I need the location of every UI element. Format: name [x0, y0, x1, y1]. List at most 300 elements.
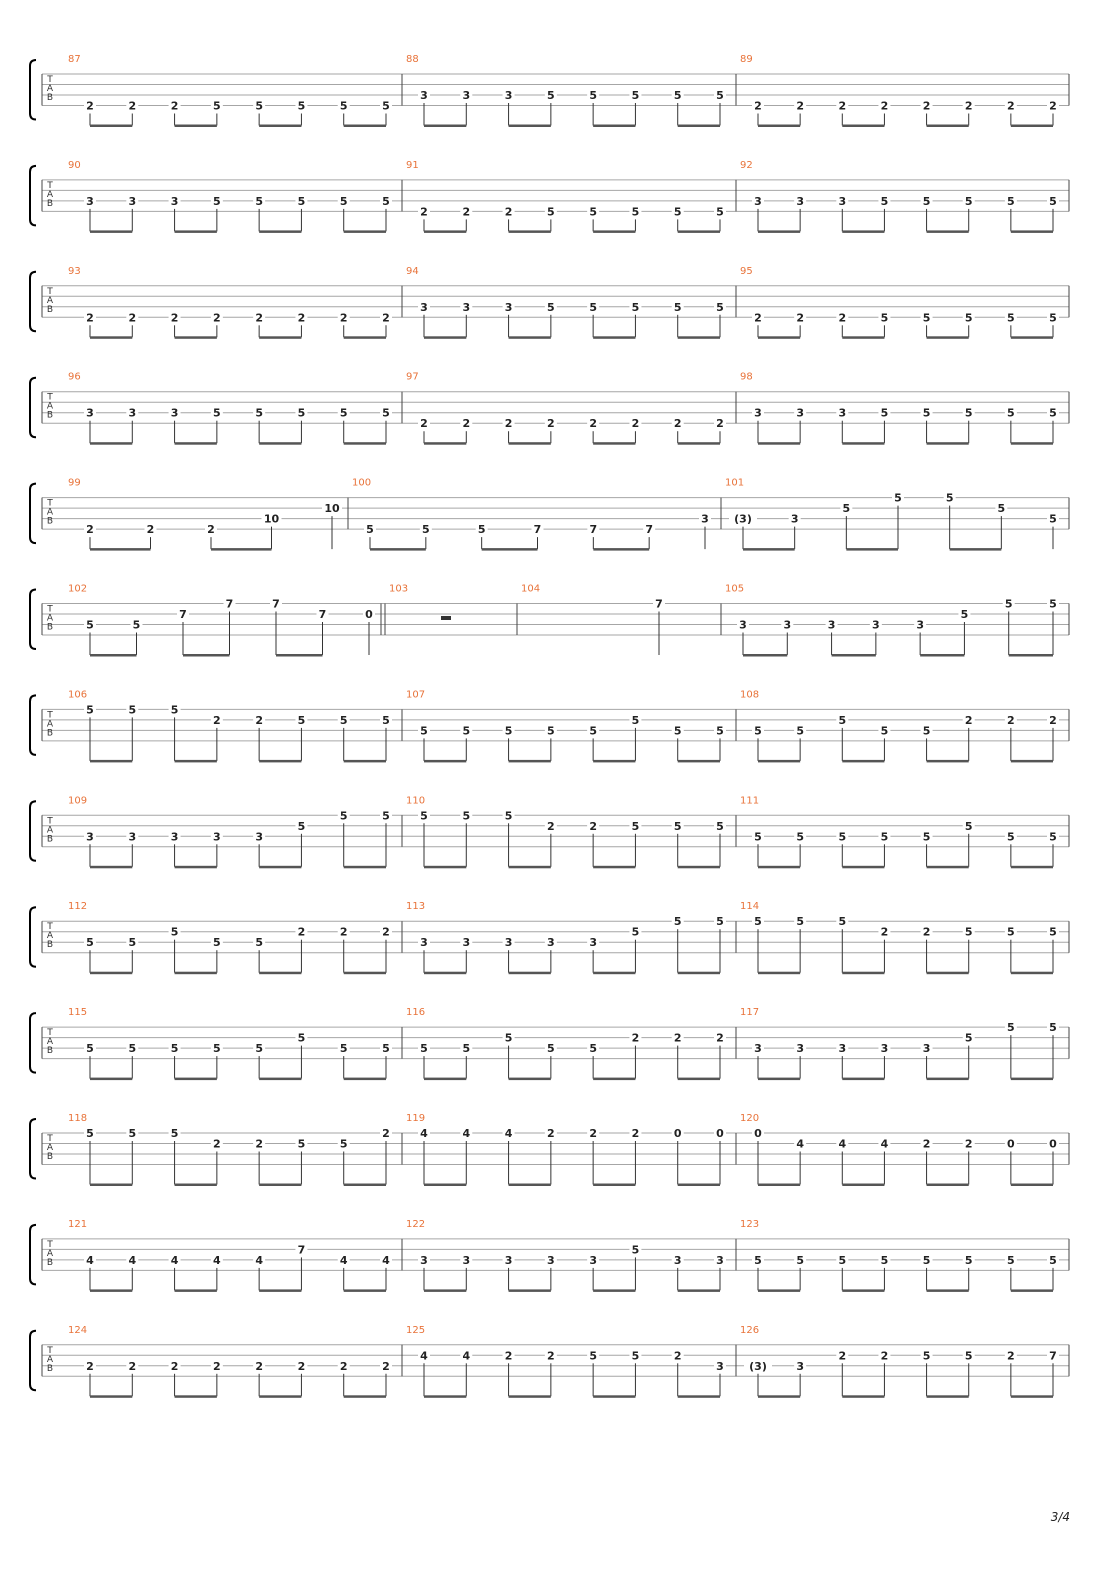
fret-number: 2 — [170, 99, 179, 113]
fret-number: 3 — [128, 830, 137, 844]
tab-clef-letter: A — [46, 719, 54, 730]
tab-clef-letter: A — [46, 295, 54, 306]
measure-number: 114 — [740, 901, 760, 913]
beam — [259, 336, 301, 339]
beam — [175, 972, 217, 975]
tab-clef-letter: A — [46, 1037, 54, 1048]
fret-number: 2 — [796, 99, 804, 113]
fret-number: 5 — [631, 713, 640, 727]
measure-number: 123 — [740, 1218, 760, 1230]
beam — [593, 760, 635, 763]
fret-number: 2 — [86, 99, 94, 113]
fret-number: 2 — [880, 925, 889, 939]
fret-number: 3 — [128, 406, 137, 420]
fret-number: 5 — [589, 300, 597, 314]
fret-number: 3 — [922, 1042, 931, 1056]
fret-number: 2 — [754, 311, 762, 325]
fret-number: (3) — [734, 512, 752, 526]
beam — [424, 866, 466, 869]
system-bracket — [30, 1225, 36, 1285]
fret-number: 2 — [462, 417, 471, 431]
beam — [927, 1184, 969, 1187]
fret-number: 3 — [462, 936, 471, 950]
fret-number: 7 — [1049, 1349, 1057, 1363]
beam — [175, 336, 217, 339]
fret-number: 7 — [533, 523, 542, 537]
fret-number: 5 — [462, 1042, 471, 1056]
beam — [927, 866, 969, 869]
fret-number: 5 — [297, 99, 306, 113]
fret-number: 5 — [589, 1042, 597, 1056]
fret-number: 7 — [272, 597, 280, 611]
fret-number: 5 — [339, 713, 348, 727]
tab-clef-letter: T — [47, 1134, 53, 1144]
beam — [678, 125, 720, 128]
beam — [424, 1078, 466, 1081]
beam — [259, 972, 301, 975]
measure-number: 101 — [725, 477, 745, 489]
fret-number: 5 — [754, 1253, 762, 1267]
beam — [424, 1184, 466, 1187]
beam — [758, 1078, 800, 1081]
fret-number: 5 — [673, 205, 682, 219]
fret-number: 5 — [213, 194, 221, 208]
fret-number: 2 — [838, 311, 847, 325]
fret-number: 5 — [297, 406, 306, 420]
beam — [927, 1289, 969, 1292]
tab-clef-letter: B — [46, 728, 54, 739]
system-bracket — [30, 801, 36, 861]
fret-number: 3 — [796, 406, 804, 420]
fret-number: 5 — [589, 205, 597, 219]
beam — [424, 1289, 466, 1292]
beam — [593, 442, 635, 445]
tab-clef-letter: B — [46, 198, 54, 209]
fret-number: 5 — [1007, 1253, 1015, 1267]
measure-number: 88 — [406, 54, 419, 65]
fret-number: 5 — [420, 809, 428, 823]
tab-clef-letter: B — [46, 622, 54, 633]
beam — [175, 442, 217, 445]
beam — [259, 125, 301, 128]
fret-number: 5 — [964, 1253, 973, 1267]
fret-number: 5 — [170, 1042, 179, 1056]
fret-number: 2 — [547, 819, 555, 833]
measure-number: 111 — [740, 795, 760, 807]
fret-number: 5 — [170, 703, 179, 717]
fret-number: 3 — [504, 1253, 513, 1267]
measure-number: 121 — [68, 1218, 88, 1230]
fret-number: 5 — [754, 915, 762, 929]
beam — [846, 548, 898, 551]
beam — [90, 1184, 132, 1187]
beam — [593, 1078, 635, 1081]
beam — [927, 1395, 969, 1398]
fret-number: 2 — [255, 1137, 263, 1151]
measure-number: 106 — [68, 689, 88, 701]
system-bracket — [30, 590, 36, 650]
system-bracket — [30, 272, 36, 332]
tab-clef-letter: T — [47, 75, 53, 85]
beam — [758, 972, 800, 975]
tab-clef-letter: T — [47, 816, 53, 827]
beam — [90, 1078, 132, 1081]
fret-number: 4 — [420, 1127, 428, 1140]
beam — [927, 230, 969, 233]
fret-number: 3 — [504, 89, 513, 102]
fret-number: 3 — [589, 1253, 597, 1267]
tab-clef-letter: A — [46, 507, 54, 518]
fret-number: 5 — [838, 713, 847, 727]
fret-number: 5 — [631, 819, 640, 833]
fret-number: 2 — [504, 1349, 513, 1363]
fret-number: 5 — [1049, 194, 1057, 208]
fret-number: 2 — [547, 417, 555, 431]
fret-number: 3 — [754, 194, 762, 208]
fret-number: 5 — [422, 523, 430, 537]
fret-number: 5 — [297, 194, 306, 208]
measure-number: 92 — [740, 159, 753, 171]
fret-number: 3 — [754, 406, 762, 420]
fret-number: 2 — [213, 311, 221, 325]
fret-number: 3 — [716, 1253, 724, 1267]
fret-number: 5 — [796, 915, 804, 929]
fret-number: 5 — [1007, 406, 1015, 420]
fret-number: 5 — [213, 1042, 221, 1056]
measure-number: 108 — [740, 689, 760, 701]
fret-number: 5 — [547, 205, 555, 219]
fret-number: 5 — [297, 819, 306, 833]
beam — [424, 125, 466, 128]
fret-number: 2 — [462, 205, 471, 219]
beam — [1011, 866, 1053, 869]
beam — [175, 760, 217, 763]
fret-number: 2 — [1007, 713, 1015, 727]
fret-number: 5 — [297, 1137, 306, 1151]
fret-number: 2 — [504, 205, 513, 219]
fret-number: 3 — [462, 1253, 471, 1267]
half-rest — [441, 616, 451, 620]
beam — [927, 125, 969, 128]
fret-number: 3 — [420, 936, 428, 950]
beam — [424, 972, 466, 975]
fret-number: 5 — [589, 89, 597, 102]
fret-number: 5 — [339, 1042, 348, 1056]
fret-number: 4 — [170, 1253, 179, 1267]
fret-number: 5 — [504, 1031, 513, 1045]
fret-number: 3 — [504, 300, 513, 314]
fret-number: 5 — [716, 300, 724, 314]
beam — [927, 1078, 969, 1081]
fret-number: 2 — [1007, 99, 1015, 113]
tab-clef-letter: T — [47, 180, 53, 191]
beam — [1011, 760, 1053, 763]
beam — [678, 760, 720, 763]
measure-number: 126 — [740, 1324, 760, 1336]
fret-number: 2 — [128, 311, 137, 325]
beam — [842, 1395, 884, 1398]
measure-number: 97 — [406, 371, 419, 383]
fret-number: 3 — [504, 936, 513, 950]
fret-number: 5 — [382, 713, 390, 727]
beam — [1011, 125, 1053, 128]
beam — [344, 1289, 386, 1292]
fret-number: 5 — [631, 300, 640, 314]
fret-number: 2 — [631, 417, 640, 431]
tab-clef-letter: A — [46, 84, 54, 94]
fret-number: 0 — [1007, 1137, 1015, 1151]
measure-number: 116 — [406, 1007, 426, 1019]
fret-number: 5 — [880, 830, 889, 844]
system-bracket — [30, 1119, 36, 1179]
fret-number: 2 — [213, 713, 221, 727]
fret-number: 5 — [1049, 512, 1057, 526]
fret-number: 2 — [547, 1127, 555, 1140]
fret-number: 3 — [796, 194, 804, 208]
fret-number: 5 — [1049, 1021, 1057, 1035]
beam — [175, 1184, 217, 1187]
fret-number: 5 — [589, 724, 597, 738]
fret-number: 5 — [673, 89, 682, 102]
beam — [259, 760, 301, 763]
beam — [344, 230, 386, 233]
measure-number: 120 — [740, 1113, 760, 1124]
system-bracket — [30, 907, 36, 967]
fret-number: 5 — [716, 724, 724, 738]
measure-number: 122 — [406, 1218, 426, 1230]
fret-number: 5 — [589, 1349, 597, 1363]
fret-number: 3 — [128, 194, 137, 208]
fret-number: 5 — [716, 89, 724, 102]
fret-number: 3 — [673, 1253, 682, 1267]
fret-number: 2 — [146, 523, 155, 537]
fret-number: 5 — [796, 1253, 804, 1267]
fret-number: 3 — [170, 406, 179, 420]
beam — [1009, 654, 1053, 657]
fret-number: 5 — [339, 1137, 348, 1151]
fret-number: 5 — [255, 936, 263, 950]
fret-number: 5 — [894, 491, 902, 505]
tab-clef-letter: B — [46, 93, 54, 103]
fret-number: 3 — [420, 300, 428, 314]
beam — [832, 654, 876, 657]
fret-number: 3 — [790, 512, 799, 526]
fret-number: 3 — [547, 1253, 555, 1267]
fret-number: 2 — [255, 311, 263, 325]
fret-number: 2 — [213, 1137, 221, 1151]
beam — [593, 866, 635, 869]
fret-number: 5 — [964, 406, 973, 420]
fret-number: 5 — [132, 618, 141, 632]
fret-number: 5 — [213, 406, 221, 420]
beam — [593, 972, 635, 975]
beam — [509, 1395, 551, 1398]
fret-number: 5 — [213, 936, 221, 950]
fret-number: 4 — [86, 1253, 94, 1267]
beam — [344, 866, 386, 869]
system-bracket — [30, 695, 36, 755]
beam — [276, 654, 323, 657]
beam — [509, 1289, 551, 1292]
fret-number: 5 — [716, 205, 724, 219]
beam — [259, 1395, 301, 1398]
beam — [259, 230, 301, 233]
fret-number: 5 — [382, 1042, 390, 1056]
beam — [259, 442, 301, 445]
measure-number: 98 — [740, 371, 753, 383]
fret-number: 5 — [880, 406, 889, 420]
fret-number: 7 — [179, 608, 187, 621]
beam — [678, 336, 720, 339]
fret-number: 2 — [382, 1359, 390, 1373]
fret-number: 5 — [922, 830, 931, 844]
fret-number: 5 — [1049, 1253, 1057, 1267]
beam — [344, 125, 386, 128]
fret-number: 2 — [255, 713, 263, 727]
fret-number: 4 — [255, 1253, 263, 1267]
fret-number: 2 — [922, 99, 931, 113]
measure-number: 87 — [68, 54, 81, 65]
fret-number: 7 — [318, 608, 327, 621]
tab-clef-letter: B — [46, 834, 54, 845]
fret-number: 5 — [922, 311, 931, 325]
fret-number: 5 — [796, 724, 804, 738]
fret-number: 5 — [922, 1253, 931, 1267]
fret-number: 0 — [716, 1127, 724, 1140]
beam — [593, 230, 635, 233]
fret-number: 3 — [838, 1042, 847, 1056]
fret-number: 2 — [922, 1137, 931, 1151]
beam — [90, 125, 132, 128]
beam — [758, 442, 800, 445]
fret-number: 2 — [838, 1349, 847, 1363]
fret-number: 5 — [504, 809, 513, 823]
tab-clef-letter: B — [46, 304, 54, 315]
system-bracket — [30, 1013, 36, 1073]
fret-number: 3 — [838, 406, 847, 420]
fret-number: 2 — [297, 1359, 306, 1373]
fret-number: 5 — [382, 809, 390, 823]
beam — [593, 1184, 635, 1187]
beam — [678, 1395, 720, 1398]
tab-clef-letter: A — [46, 825, 54, 836]
tab-clef-letter: A — [46, 1354, 54, 1365]
fret-number: 5 — [631, 205, 640, 219]
fret-number: 2 — [1049, 99, 1057, 113]
fret-number: 5 — [297, 713, 306, 727]
beam — [424, 442, 466, 445]
fret-number: 3 — [916, 618, 924, 632]
fret-number: 5 — [86, 703, 94, 717]
tab-clef-letter: T — [47, 498, 53, 509]
fret-number: 3 — [86, 194, 94, 208]
fret-number: 5 — [128, 1127, 137, 1140]
beam — [175, 230, 217, 233]
beam — [758, 1395, 800, 1398]
fret-number: 5 — [964, 925, 973, 939]
fret-number: 3 — [589, 936, 597, 950]
tab-clef-letter: B — [46, 1363, 54, 1374]
tab-clef-letter: B — [46, 940, 54, 951]
fret-number: 5 — [339, 809, 348, 823]
beam — [842, 1184, 884, 1187]
beam — [344, 1078, 386, 1081]
fret-number: 4 — [462, 1349, 471, 1363]
beam — [678, 1289, 720, 1292]
beam — [175, 1078, 217, 1081]
beam — [344, 972, 386, 975]
beam — [90, 1395, 132, 1398]
fret-number: 5 — [631, 925, 640, 939]
beam — [90, 1289, 132, 1292]
fret-number: 2 — [382, 311, 390, 325]
beam — [593, 1395, 635, 1398]
measure-number: 115 — [68, 1007, 88, 1019]
fret-number: 2 — [86, 523, 94, 537]
beam — [758, 1289, 800, 1292]
fret-number: 5 — [462, 724, 471, 738]
fret-number: 3 — [796, 1042, 804, 1056]
measure-number: 104 — [521, 583, 541, 595]
measure-number: 110 — [406, 795, 426, 807]
fret-number: 3 — [420, 1253, 428, 1267]
beam — [509, 230, 551, 233]
beam — [344, 442, 386, 445]
fret-number: 2 — [547, 1349, 555, 1363]
beam — [950, 548, 1002, 551]
fret-number: 3 — [213, 830, 221, 844]
fret-number: 5 — [1007, 194, 1015, 208]
fret-number: 5 — [547, 1042, 555, 1056]
measure-number: 117 — [740, 1007, 760, 1019]
fret-number: 5 — [673, 819, 682, 833]
tab-clef-letter: A — [46, 613, 54, 624]
measure-number: 105 — [725, 583, 745, 595]
beam — [344, 1184, 386, 1187]
beam — [593, 1289, 635, 1292]
beam — [344, 336, 386, 339]
fret-number: 5 — [922, 406, 931, 420]
fret-number: 2 — [964, 1137, 973, 1151]
fret-number: 5 — [945, 491, 954, 505]
fret-number: 5 — [547, 724, 555, 738]
fret-number: 5 — [1004, 597, 1013, 611]
fret-number: 5 — [922, 724, 931, 738]
fret-number: 5 — [1007, 1021, 1015, 1035]
fret-number: 5 — [880, 724, 889, 738]
beam — [678, 442, 720, 445]
fret-number: 2 — [339, 311, 348, 325]
fret-number: 2 — [170, 1359, 179, 1373]
fret-number: 2 — [922, 925, 931, 939]
tab-clef-letter: T — [47, 1239, 53, 1250]
fret-number: 3 — [827, 618, 836, 632]
fret-number: 5 — [964, 311, 973, 325]
fret-number: 2 — [631, 1127, 640, 1140]
beam — [370, 548, 426, 551]
fret-number: 5 — [880, 1253, 889, 1267]
tab-clef-letter: T — [47, 286, 53, 297]
measure-number: 107 — [406, 689, 426, 701]
fret-number: 5 — [673, 724, 682, 738]
beam — [842, 336, 884, 339]
fret-number: 5 — [838, 915, 847, 929]
tab-clef-letter: B — [46, 1257, 54, 1268]
fret-number: 5 — [297, 1031, 306, 1045]
fret-number: 2 — [207, 523, 215, 537]
fret-number: 3 — [754, 1042, 762, 1056]
fret-number: 5 — [547, 300, 555, 314]
